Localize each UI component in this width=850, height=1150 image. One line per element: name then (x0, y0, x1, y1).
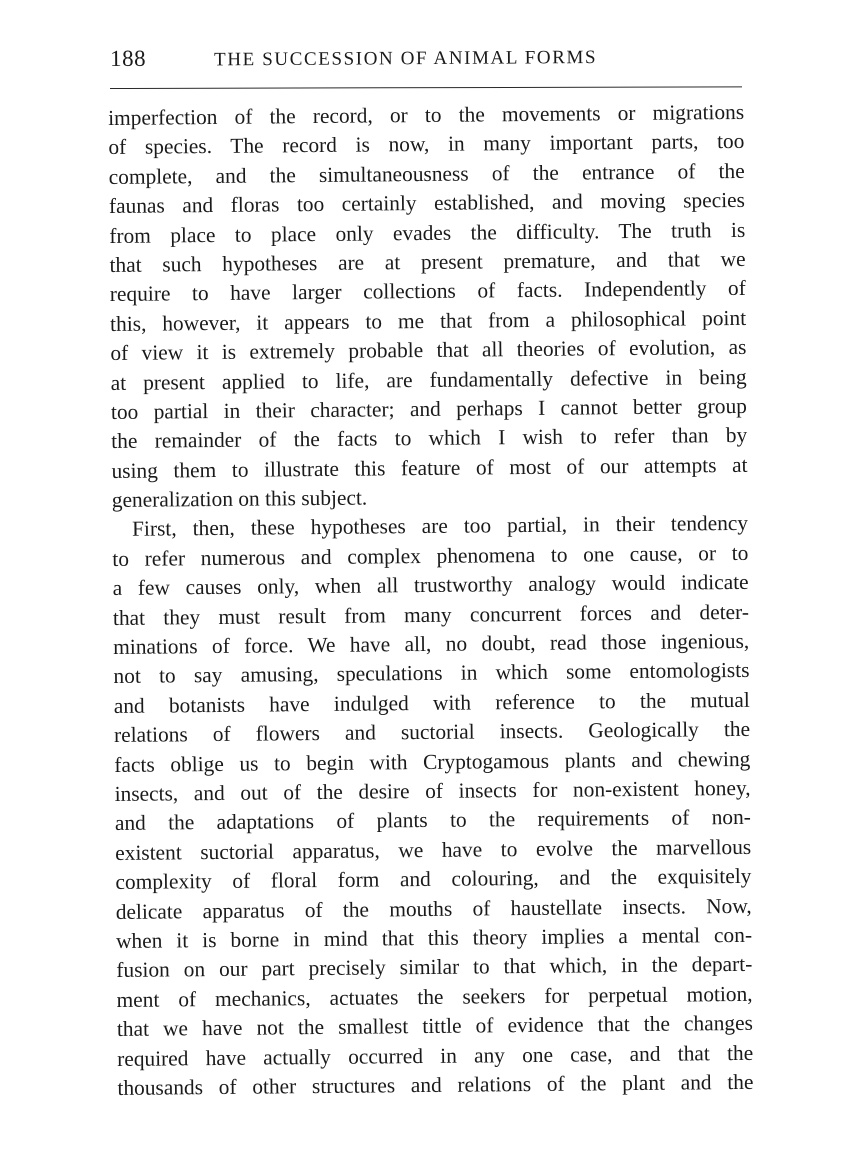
text-line: that they must result from many concurrent forces and deter- (112, 599, 750, 630)
text-line: at present applied to life, are fundamentally defective in being (110, 364, 747, 395)
text-line: and botanists have indulged with reference to the mutual (113, 687, 750, 718)
text-line: the remainder of the facts to which I wish to refer than by (111, 423, 748, 454)
text-line: faunas and floras too certainly established, and moving species (108, 188, 746, 219)
text-line: require to have larger collections of facts. Independently of (109, 276, 746, 307)
text-line: of view it is extremely probable that all theories of evolution, as (110, 335, 747, 366)
running-head (110, 40, 740, 80)
text-line: that we have not the smallest tittle of evidence that the changes (116, 1010, 753, 1042)
text-line: facts oblige us to begin with Cryptogamous plants and chewing (114, 746, 751, 777)
text-line: insects, and out of the desire of insects for non-existent honey, (114, 775, 751, 806)
text-line: imperfection of the record, or to the movements or migrations (108, 99, 745, 130)
header-rule (110, 86, 742, 89)
text-line: to refer numerous and complex phenomena to one cause, or to (112, 540, 749, 571)
text-line: when it is borne in mind that this theory implies a mental con- (115, 922, 753, 953)
text-line: complexity of floral form and colouring, and the exquisitely (115, 864, 752, 895)
text-line: ment of mechanics, actuates the seekers for perpetual motion, (116, 981, 753, 1012)
text-line: delicate apparatus of the mouths of haustellate insects. Now, (115, 893, 752, 924)
text-line: a few causes only, when all trustworthy analogy would indicate (112, 570, 749, 601)
paragraph-end-line: generalization on this subject. (111, 485, 368, 513)
text-line: using them to illustrate this feature of most of our attempts at (111, 452, 748, 483)
text-line: from place to place only evades the difficulty. The truth is (109, 217, 746, 248)
text-line: complete, and the simultaneousness of the entrance of the (108, 158, 745, 189)
text-line: not to say amusing, speculations in which some entomologists (113, 658, 750, 689)
text-line: minations of force. We have all, no doubt, read those ingenious, (113, 628, 750, 660)
text-line: fusion on our part precisely similar to that which, in the depart- (116, 952, 753, 983)
text-line: and the adaptations of plants to the requirements of non- (114, 805, 751, 836)
text-line: thousands of other structures and relations of the plant and the (117, 1069, 754, 1100)
text-line: of species. The record is now, in many important parts, too (108, 129, 745, 160)
text-line: relations of flowers and suctorial insects. Geologically the (113, 717, 751, 748)
text-line: required have actually occurred in any one case, and that the (117, 1040, 754, 1071)
paragraph-first-line: First, then, these hypotheses are too partial, in their tendency (131, 511, 749, 542)
running-title: THE SUCCESSION OF ANIMAL FORMS (214, 47, 598, 71)
text-line: that such hypotheses are at present premature, and that we (109, 246, 746, 277)
text-line: too partial in their character; and perhaps I cannot better group (110, 393, 748, 424)
text-line: this, however, it appears to me that from a philosophical point (109, 305, 747, 336)
body-text (108, 98, 754, 1103)
text-line: existent suctorial apparatus, we have to evolve the marvellous (115, 834, 752, 865)
page-number: 188 (110, 45, 147, 71)
